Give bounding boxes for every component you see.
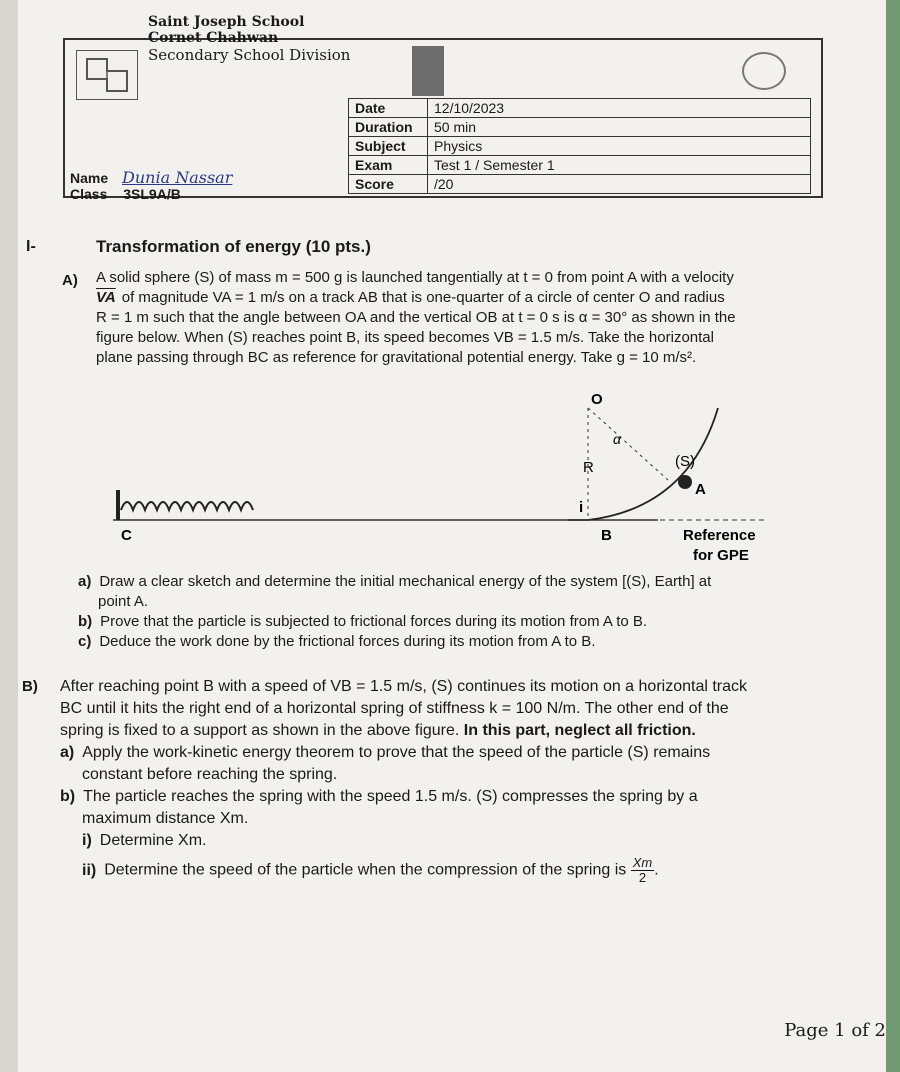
date-label: Date [349, 99, 428, 118]
part-a-questions [78, 572, 858, 652]
part-a-line-2-wrap [96, 288, 856, 308]
badge-logo-icon [742, 52, 786, 90]
part-a-text [96, 268, 856, 368]
label-b: B [601, 527, 612, 544]
question-number: I- [26, 238, 36, 255]
school-name-block [100, 14, 350, 64]
question-a-a-line-2: point A. [98, 593, 149, 610]
school-division: Secondary School Division [148, 46, 351, 64]
question-b-b-ii-label: ii) [82, 861, 97, 879]
question-a-b-label: b) [78, 613, 93, 630]
radius-oa [588, 408, 668, 480]
exam-label: Exam [349, 156, 428, 175]
exam-sheet [18, 0, 886, 1072]
award-stamp-icon [412, 46, 444, 96]
track-figure [113, 388, 793, 568]
question-b-b-line-2: maximum distance Xm. [82, 810, 249, 827]
name-label: Name [70, 170, 109, 186]
score-label: Score [349, 175, 428, 194]
class-row [70, 186, 181, 202]
label-c: C [121, 527, 132, 544]
label-r: R [583, 459, 594, 476]
question-b-b-i-label: i) [82, 832, 92, 849]
question-b-a [60, 742, 870, 764]
page-number: Page 1 of 2 [784, 1020, 886, 1041]
question-a-c-text: Deduce the work done by the frictional forces during its motion from A to B. [99, 633, 596, 650]
part-b-line-3 [60, 720, 870, 742]
quarter-circle-track [588, 408, 718, 520]
exam-value: Test 1 / Semester 1 [428, 156, 811, 175]
question-b-a-line-1: Apply the work-kinetic energy theorem to prove that the speed of the particle (S) remains [82, 744, 711, 761]
subject-label: Subject [349, 137, 428, 156]
student-name-handwritten: Dunia Nassar [122, 168, 233, 187]
question-a-a [78, 572, 858, 592]
question-b-b [60, 786, 870, 808]
fraction-denominator: 2 [638, 870, 647, 885]
part-b-line-3a: spring is fixed to a support as shown in the above figure. [60, 722, 460, 739]
part-a-line-4: figure below. When (S) reaches point B, its speed becomes VB = 1.5 m/s. Take the horizontal [96, 329, 714, 346]
question-b-b-label: b) [60, 788, 76, 805]
question-b-a-line-2: constant before reaching the spring. [82, 766, 338, 783]
question-b-a-label: a) [60, 744, 75, 761]
part-a-line-5: plane passing through BC as reference for gravitational potential energy. Take g = 10 m/s². [96, 349, 697, 366]
part-a-line-1: A solid sphere (S) of mass m = 500 g is launched tangentially at t = 0 from point A with a velocity [96, 269, 734, 286]
question-a-a-label: a) [78, 573, 92, 590]
label-reference: Reference [683, 527, 756, 544]
question-a-c-label: c) [78, 633, 92, 650]
part-b-line-1: After reaching point B with a speed of VB = 1.5 m/s, (S) continues its motion on a horizontal track [60, 678, 748, 695]
class-value: 3SL9A/B [123, 186, 181, 202]
score-value: /20 [428, 175, 811, 194]
duration-value: 50 min [428, 118, 811, 137]
section-title: Transformation of energy (10 pts.) [96, 237, 371, 256]
question-b-b-i [82, 830, 870, 852]
part-a-label: A) [62, 272, 78, 289]
label-alpha: α [613, 431, 621, 447]
question-a-a-line-1: Draw a clear sketch and determine the initial mechanical energy of the system [(S), Earth] at [99, 573, 712, 590]
fraction-numerator: Xm [632, 855, 653, 870]
question-b-b-i-text: Determine Xm. [99, 832, 207, 849]
part-b-line-2: BC until it hits the right end of a horizontal spring of stiffness k = 100 N/m. The other end of the [60, 700, 729, 717]
label-i: i [579, 499, 584, 516]
school-name: Saint Joseph School [148, 14, 305, 30]
label-o: O [591, 391, 603, 408]
question-b-b-ii-text: Determine the speed of the particle when the compression of the spring is [104, 861, 627, 879]
date-value: 12/10/2023 [428, 99, 811, 118]
velocity-vector-symbol: $\overline{VA}$ [96, 289, 116, 306]
question-a-c [78, 632, 858, 652]
question-b-b-line-1: The particle reaches the spring with the speed 1.5 m/s. (S) compresses the spring by a [83, 788, 698, 805]
subject-value: Physics [428, 137, 811, 156]
part-b-text [60, 676, 870, 885]
part-b-line-3b: In this part, neglect all friction. [463, 722, 696, 739]
label-s: (S) [675, 453, 695, 470]
part-b-label: B) [22, 678, 38, 695]
question-a-b [78, 612, 858, 632]
fraction-xm-over-2 [631, 856, 655, 885]
sphere-s [678, 475, 692, 489]
exam-info-table [348, 98, 811, 194]
student-name-row [70, 168, 232, 187]
spring-coil [121, 502, 253, 510]
school-location: Cornet Chahwan [148, 30, 279, 46]
duration-label: Duration [349, 118, 428, 137]
class-label: Class [70, 186, 108, 202]
part-a-line-3: R = 1 m such that the angle between OA and the vertical OB at t = 0 s is α = 30° as shown in the [96, 309, 736, 326]
question-b-b-ii: ii) Determine the speed of the particle when the compression of the spring is $\frac{Xm}{2}$. [82, 855, 659, 885]
label-a: A [695, 481, 706, 498]
label-for-gpe: for GPE [693, 547, 749, 564]
question-a-b-text: Prove that the particle is subjected to frictional forces during its motion from A to B. [100, 613, 648, 630]
part-a-line-2: of magnitude VA = 1 m/s on a track AB that is one-quarter of a circle of center O and radius [121, 289, 725, 306]
